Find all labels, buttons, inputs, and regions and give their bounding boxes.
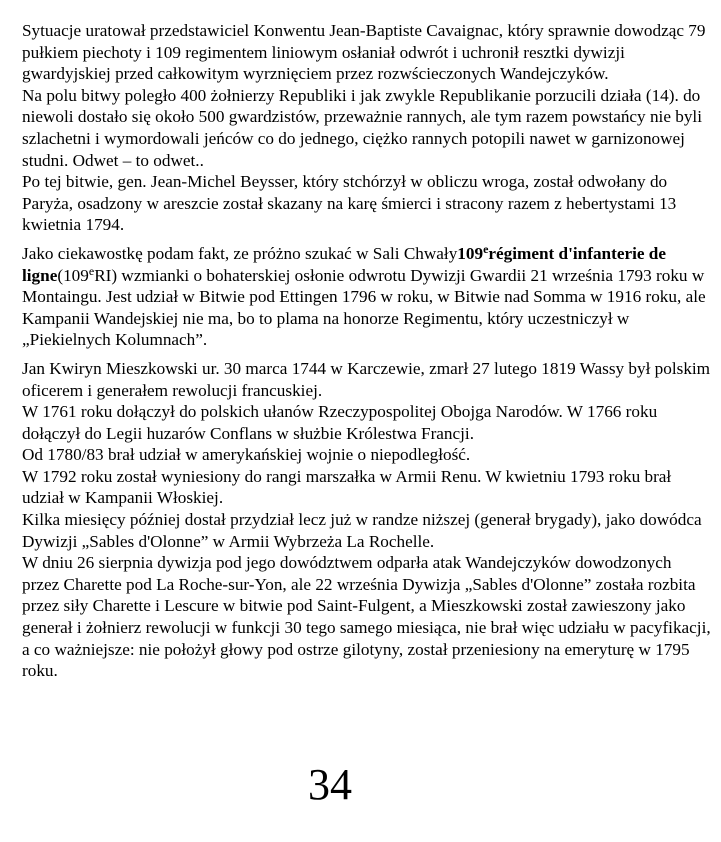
paragraph-mieszkowski-intro: Jan Kwiryn Mieszkowski ur. 30 marca 1744 w Karczewie, zmarł 27 lutego 1819 Wassy był polskim oficerem i generałem rewolucji francuskiej. [22, 358, 711, 400]
paragraph-mieszkowski-august: W dniu 26 sierpnia dywizja pod jego dowództwem odparła atak Wandejczyków dowodzonych przez Charette pod La Roche-sur-Yon, ale 22 września Dywizja „Sables d'Olonne” została rozbita przez siły Charette i Lescure w bitwie pod Saint-Fulgent, a Mieszkowski został zawieszony jako generał i żołnierz rewolucji w funkcji 30 tego samego miesiąca, nie brał więc udziału w pacyfikacji, a co ważniejsze: nie położył głowy pod ostrze gilotyny, został przeniesiony na emeryturę w 1795 roku. [22, 553, 711, 681]
regiment-intro: Jako ciekawostkę podam fakt, ze próżno szukać w Sali Chwały [22, 243, 458, 263]
paragraph-cavaignac: Sytuacje uratował przedstawiciel Konwentu Jean-Baptiste Cavaignac, który sprawnie dowodząc 79 pułkiem piechoty i 109 regimentem liniowym osłaniał odwrót i uchronił resztki dywizji gwardyjskiej przed całkowitym wyrznięciem przez rozwścieczonych Wandejczyków. [22, 21, 706, 84]
document-page [22, 20, 712, 682]
regiment-rest: wzmianki o bohaterskiej osłonie odwrotu Dywizji Gwardii 21 września 1793 roku w Montaingu. Jest udział w Bitwie pod Ettingen 1796 w roku, w Bitwie nad Somma w 1916 roku, ale Kampanii Wandejskiej nie ma, bo to plama na honorze Regimentu, który uczestniczył w „Piekielnych Kolumnach”. [22, 265, 706, 350]
paragraph-beysser: Po tej bitwie, gen. Jean-Michel Beysser, który stchórzył w obliczu wroga, został odwołany do Paryża, osadzony w areszcie został skazany na karę śmierci i stracony razem z hebertystami 13 kwietnia 1794. [22, 172, 677, 235]
paragraph-battle-losses: Na polu bitwy poległo 400 żołnierzy Republiki i jak zwykle Republikanie porzucili działa (14). do niewoli dostało się około 500 gwardzistów, przeważnie rannych, ale tym razem powstańcy nie byli szlachetni i wymordowali jeńców co do jednego, ciężko rannych potopili nawet w garnizonowej studni. Odwet – to odwet.. [22, 85, 702, 170]
paragraph-mieszkowski-assignment: Kilka miesięcy później dostał przydział lecz już w randze niższej (generał brygady), jako dowódca Dywizji „Sables d'Olonne” w Armii Wybrzeża La Rochelle. [22, 510, 702, 551]
regiment-number: 109e [457, 241, 489, 263]
paragraph-mieszkowski-1761: W 1761 roku dołączył do polskich ułanów Rzeczypospolitej Obojga Narodów. W 1766 roku dołączył do Legii huzarów Conflans w służbie Królestwa Francji. [22, 402, 658, 443]
paragraph-regiment [22, 243, 712, 351]
paragraph-mieszkowski-1780: Od 1780/83 brał udział w amerykańskiej wojnie o niepodległość. [22, 445, 471, 465]
paragraph-mieszkowski-1792: W 1792 roku został wyniesiony do rangi marszałka w Armii Renu. W kwietniu 1793 roku brał udział w Kampanii Włoskiej. [22, 466, 672, 508]
regiment-abbreviation: (109eRI) [57, 263, 118, 285]
page-number: 34 [308, 760, 352, 809]
regiment-name: régiment d'infanterie de ligne [22, 243, 666, 285]
